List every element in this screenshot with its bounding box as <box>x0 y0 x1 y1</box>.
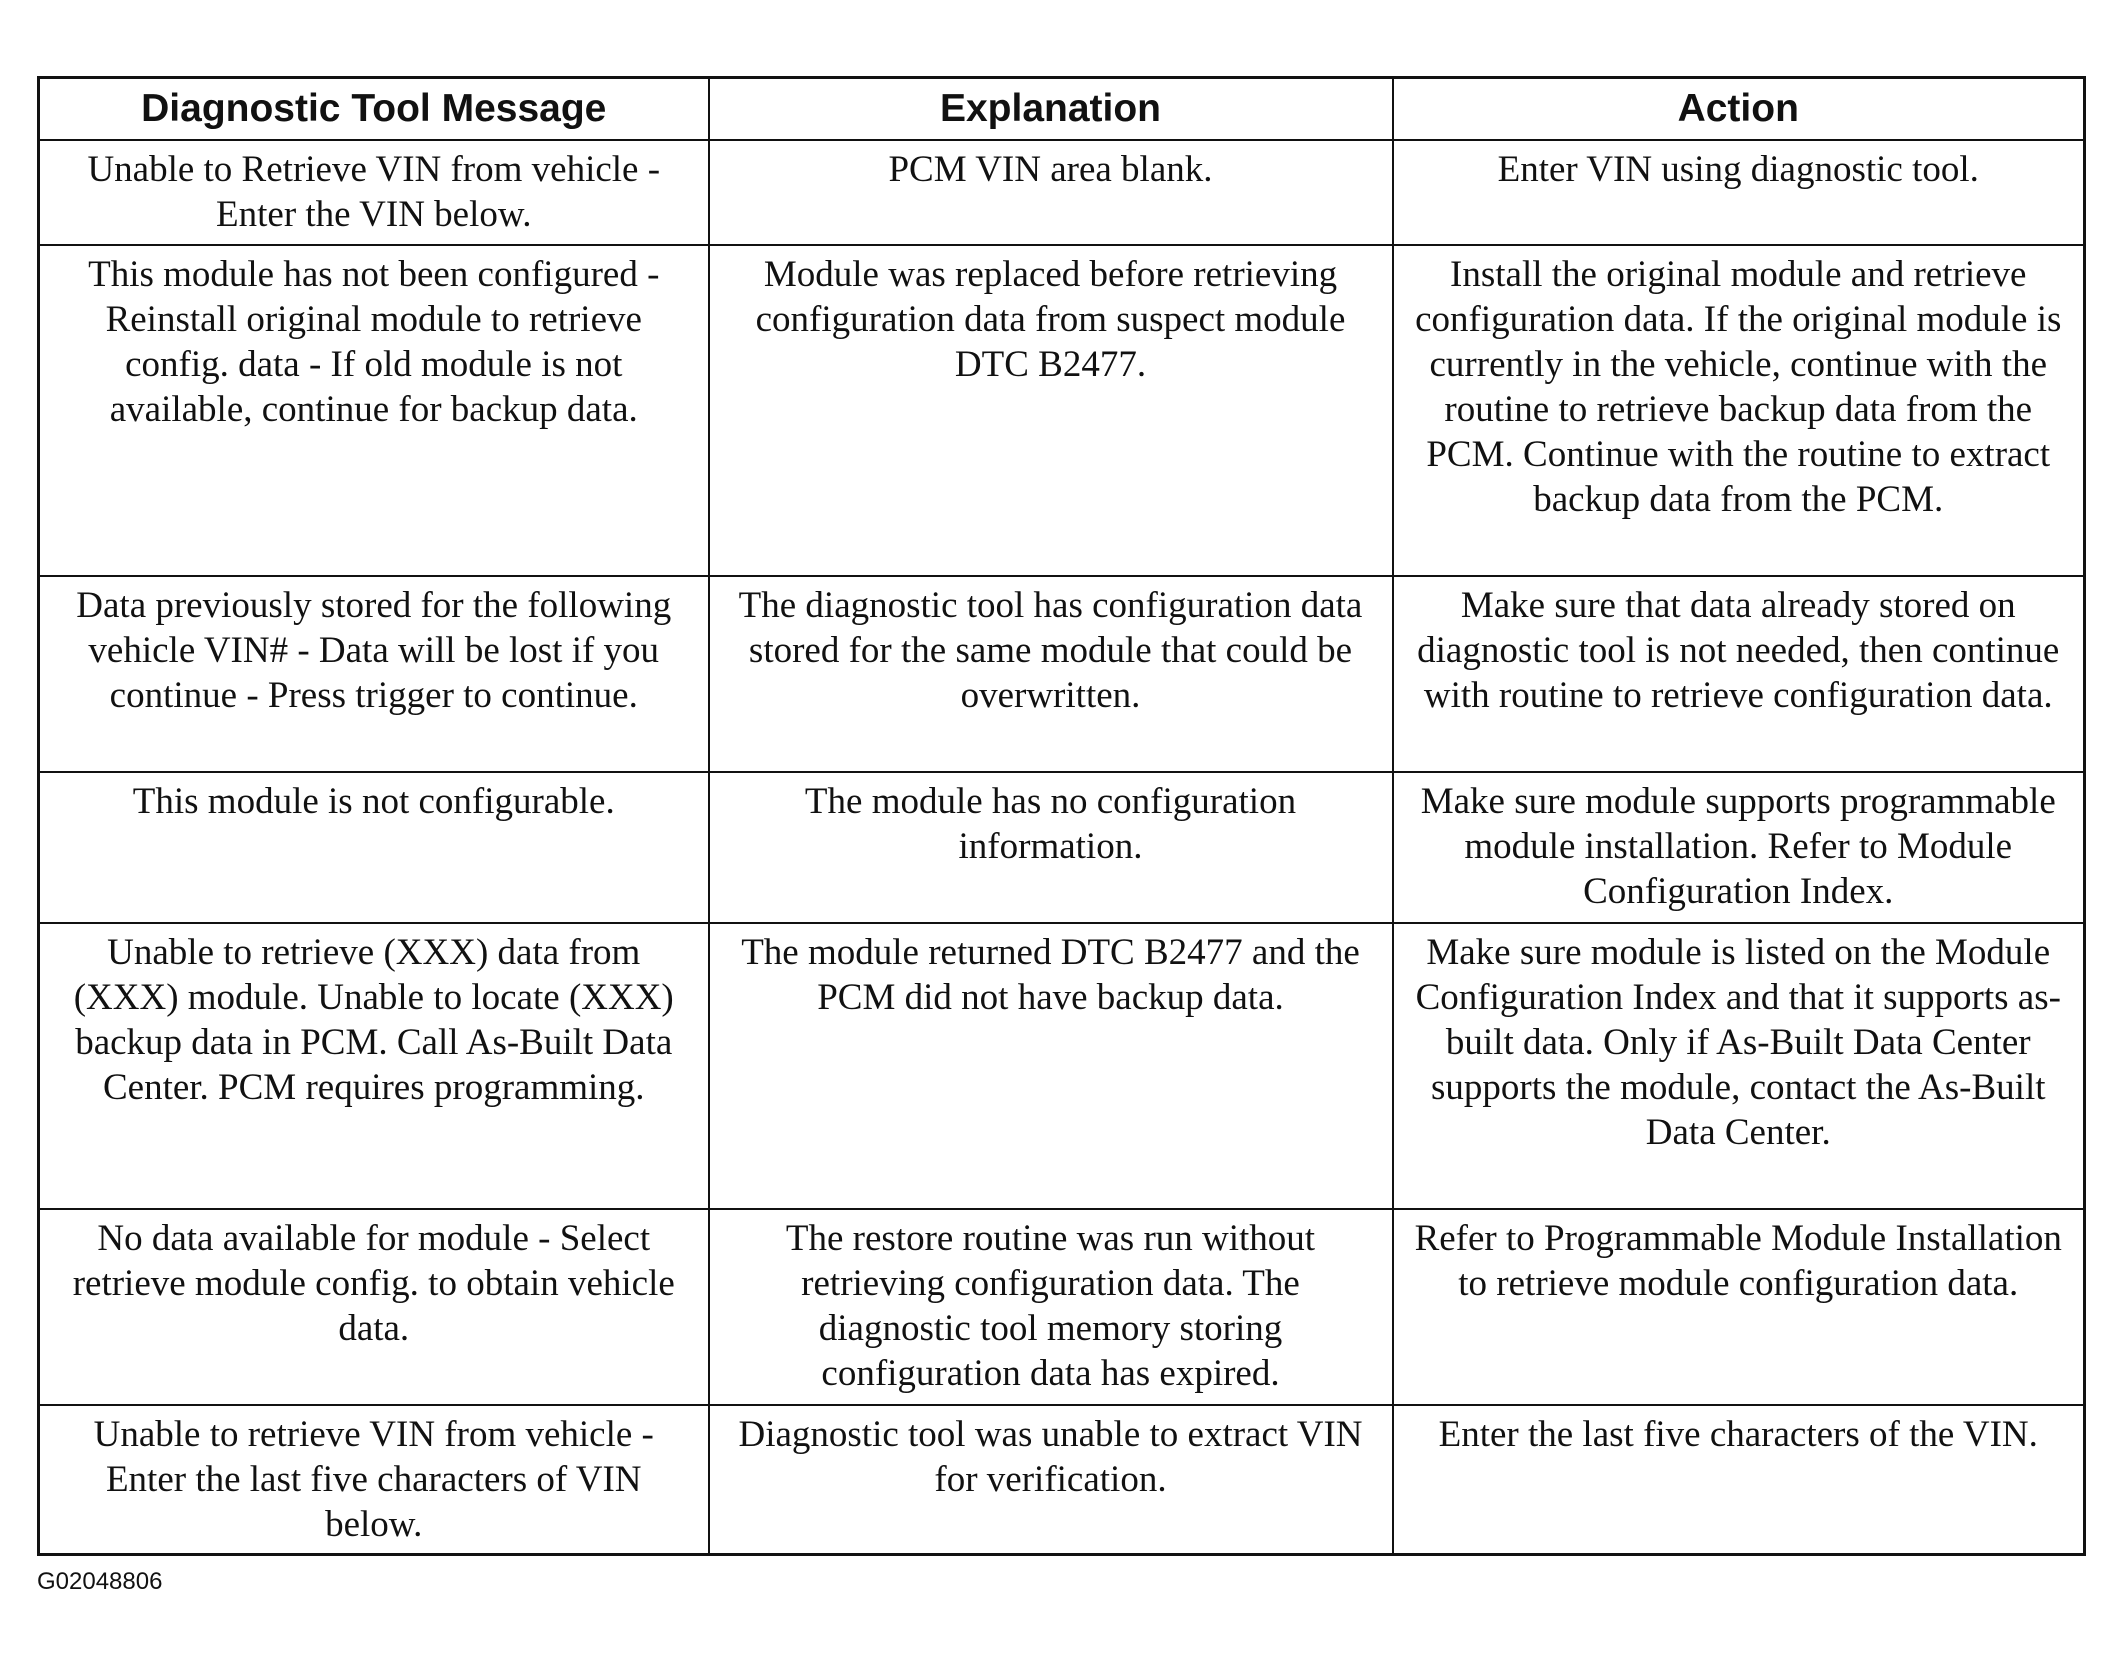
message-cell: This module is not configurable. <box>39 772 709 923</box>
table-row <box>39 1209 2085 1405</box>
message-cell: Data previously stored for the following vehicle VIN# - Data will be lost if you continue - Press trigger to continue. <box>39 576 709 772</box>
message-cell: Unable to retrieve VIN from vehicle - Enter the last five characters of VIN below. <box>39 1405 709 1555</box>
message-cell: No data available for module - Select retrieve module config. to obtain vehicle data. <box>39 1209 709 1405</box>
action-cell: Enter the last five characters of the VIN. <box>1393 1405 2085 1555</box>
message-cell: Unable to retrieve (XXX) data from (XXX) module. Unable to locate (XXX) backup data in PCM. Call As-Built Data Center. PCM requires programming. <box>39 923 709 1209</box>
action-cell: Make sure module is listed on the Module Configuration Index and that it supports as-built data. Only if As-Built Data Center supports the module, contact the As-Built Data Center. <box>1393 923 2085 1209</box>
header-explanation: Explanation <box>709 78 1393 141</box>
explanation-cell: The module has no configuration information. <box>709 772 1393 923</box>
action-cell: Enter VIN using diagnostic tool. <box>1393 140 2085 245</box>
table-header-row <box>39 78 2085 141</box>
explanation-cell: PCM VIN area blank. <box>709 140 1393 245</box>
diagnostic-messages-table <box>37 76 2086 1556</box>
action-cell: Install the original module and retrieve configuration data. If the original module is currently in the vehicle, continue with the routine to retrieve backup data from the PCM. Continue with the routine to extract backup data from the PCM. <box>1393 245 2085 576</box>
explanation-cell: Module was replaced before retrieving configuration data from suspect module DTC B2477. <box>709 245 1393 576</box>
header-action: Action <box>1393 78 2085 141</box>
table-row <box>39 576 2085 772</box>
header-diagnostic-tool-message: Diagnostic Tool Message <box>39 78 709 141</box>
table-row <box>39 140 2085 245</box>
table-row <box>39 772 2085 923</box>
explanation-cell: The diagnostic tool has configuration data stored for the same module that could be overwritten. <box>709 576 1393 772</box>
table-row <box>39 1405 2085 1555</box>
figure-id: G02048806 <box>37 1568 163 1595</box>
explanation-cell: The restore routine was run without retrieving configuration data. The diagnostic tool memory storing configuration data has expired. <box>709 1209 1393 1405</box>
table-row <box>39 923 2085 1209</box>
message-cell: Unable to Retrieve VIN from vehicle - Enter the VIN below. <box>39 140 709 245</box>
explanation-cell: The module returned DTC B2477 and the PCM did not have backup data. <box>709 923 1393 1209</box>
action-cell: Refer to Programmable Module Installation to retrieve module configuration data. <box>1393 1209 2085 1405</box>
table-row <box>39 245 2085 576</box>
action-cell: Make sure that data already stored on diagnostic tool is not needed, then continue with routine to retrieve configuration data. <box>1393 576 2085 772</box>
message-cell: This module has not been configured - Reinstall original module to retrieve config. data - If old module is not available, continue for backup data. <box>39 245 709 576</box>
explanation-cell: Diagnostic tool was unable to extract VIN for verification. <box>709 1405 1393 1555</box>
action-cell: Make sure module supports programmable module installation. Refer to Module Configuration Index. <box>1393 772 2085 923</box>
